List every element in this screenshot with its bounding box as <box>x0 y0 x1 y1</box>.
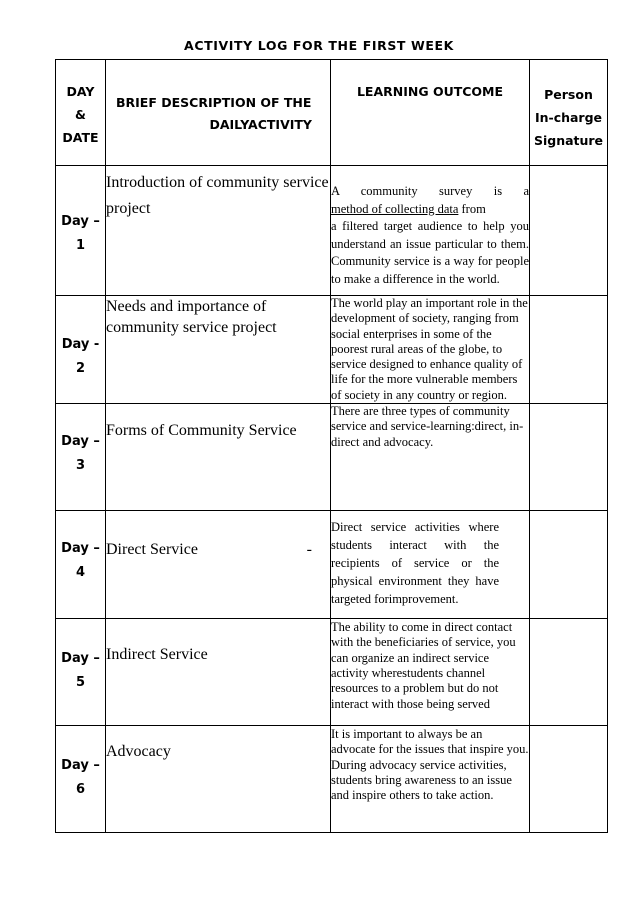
signature-cell <box>530 404 608 511</box>
outcome-text: The ability to come in direct contact with the beneficiaries of service, you can organize an indirect service activity wherestudents channel resources to a problem but do not interact with those being served <box>331 620 516 711</box>
table-row <box>56 166 608 296</box>
day-cell <box>56 296 106 404</box>
header-row <box>56 60 608 166</box>
description-text: Direct Service <box>106 541 198 559</box>
description-text: Advocacy <box>106 743 171 761</box>
description-text: Forms of Community Service <box>106 422 297 440</box>
description-cell <box>106 296 331 404</box>
day-number: 1 <box>75 238 86 253</box>
day-cell <box>56 166 106 296</box>
description-dash: - <box>306 541 312 559</box>
outcome-text-line2: from <box>458 201 486 216</box>
activity-log-table <box>55 59 608 833</box>
table-row <box>56 296 608 404</box>
outcome-text-line1: A community survey is a <box>331 184 529 198</box>
header-day-label: DAY <box>66 84 95 99</box>
signature-cell <box>530 511 608 619</box>
description-cell <box>106 166 331 296</box>
outcome-cell <box>331 166 530 296</box>
day-cell <box>56 511 106 619</box>
day-cell <box>56 619 106 726</box>
day-label: Day – <box>61 214 100 229</box>
day-number: 4 <box>75 565 86 581</box>
outcome-cell <box>331 296 530 404</box>
signature-cell <box>530 726 608 833</box>
header-ampersand: & <box>75 107 86 122</box>
description-text: Needs and importance of community service project <box>106 298 277 336</box>
header-signature-label: Signature <box>533 133 604 148</box>
header-learning-outcome <box>331 60 530 166</box>
description-cell <box>106 619 331 726</box>
day-cell <box>56 726 106 833</box>
header-day-date <box>56 60 106 166</box>
table-row <box>56 511 608 619</box>
description-text: Indirect Service <box>106 646 208 664</box>
header-signature <box>530 60 608 166</box>
description-cell <box>106 511 331 619</box>
table-row <box>56 619 608 726</box>
header-date-label: DATE <box>62 130 99 145</box>
header-person-label: Person <box>544 87 593 102</box>
day-label: Day – <box>61 541 100 557</box>
outcome-cell <box>331 511 530 619</box>
header-in-charge-label: In-charge <box>534 110 603 125</box>
day-number: 6 <box>75 782 86 798</box>
day-label: Day - <box>61 337 100 352</box>
header-description-line2: DAILYACTIVITY <box>209 117 312 132</box>
outcome-text: There are three types of community service and service-learning:direct, in-direct and advocacy. <box>331 404 524 449</box>
header-description-line1: BRIEF DESCRIPTION OF THE <box>116 95 312 110</box>
description-cell <box>106 404 331 511</box>
day-number: 3 <box>75 458 86 474</box>
day-label: Day – <box>61 758 100 774</box>
table-row <box>56 404 608 511</box>
day-label: Day – <box>61 651 100 667</box>
outcome-cell <box>331 404 530 511</box>
signature-cell <box>530 619 608 726</box>
signature-cell <box>530 166 608 296</box>
outcome-text: Direct service activities where students interact with the recipients of service or the physical environment they have targeted forimprovement. <box>331 520 499 607</box>
day-cell <box>56 404 106 511</box>
header-description <box>106 60 331 166</box>
outcome-cell <box>331 619 530 726</box>
signature-cell <box>530 296 608 404</box>
page-title: ACTIVITY LOG FOR THE FIRST WEEK <box>184 38 454 53</box>
day-label: Day – <box>61 434 100 450</box>
outcome-cell <box>331 726 530 833</box>
table-row <box>56 726 608 833</box>
header-learning-outcome-label: LEARNING OUTCOME <box>356 84 504 99</box>
outcome-text: It is important to always be an advocate for the issues that inspire you. During advocacy service activities, students bring awareness to an issue and inspire others to take action. <box>331 727 529 803</box>
outcome-text: a filtered target audience to help you understand an issue particular to them. Community service is a way for people to make a difference in the world. <box>331 219 529 286</box>
description-cell <box>106 726 331 833</box>
description-text: Introduction of community service <box>106 174 329 191</box>
outcome-underlined-phrase: method of collecting data <box>331 201 459 216</box>
day-number: 2 <box>75 361 86 376</box>
description-text-continued: project <box>106 200 151 217</box>
day-number: 5 <box>75 675 86 691</box>
outcome-text: The world play an important role in the development of society, ranging from social enterprises in some of the poorest rural areas of the globe, to service designed to enhance quality of life for the more vulnerable members of society in any country or region. <box>331 296 528 402</box>
